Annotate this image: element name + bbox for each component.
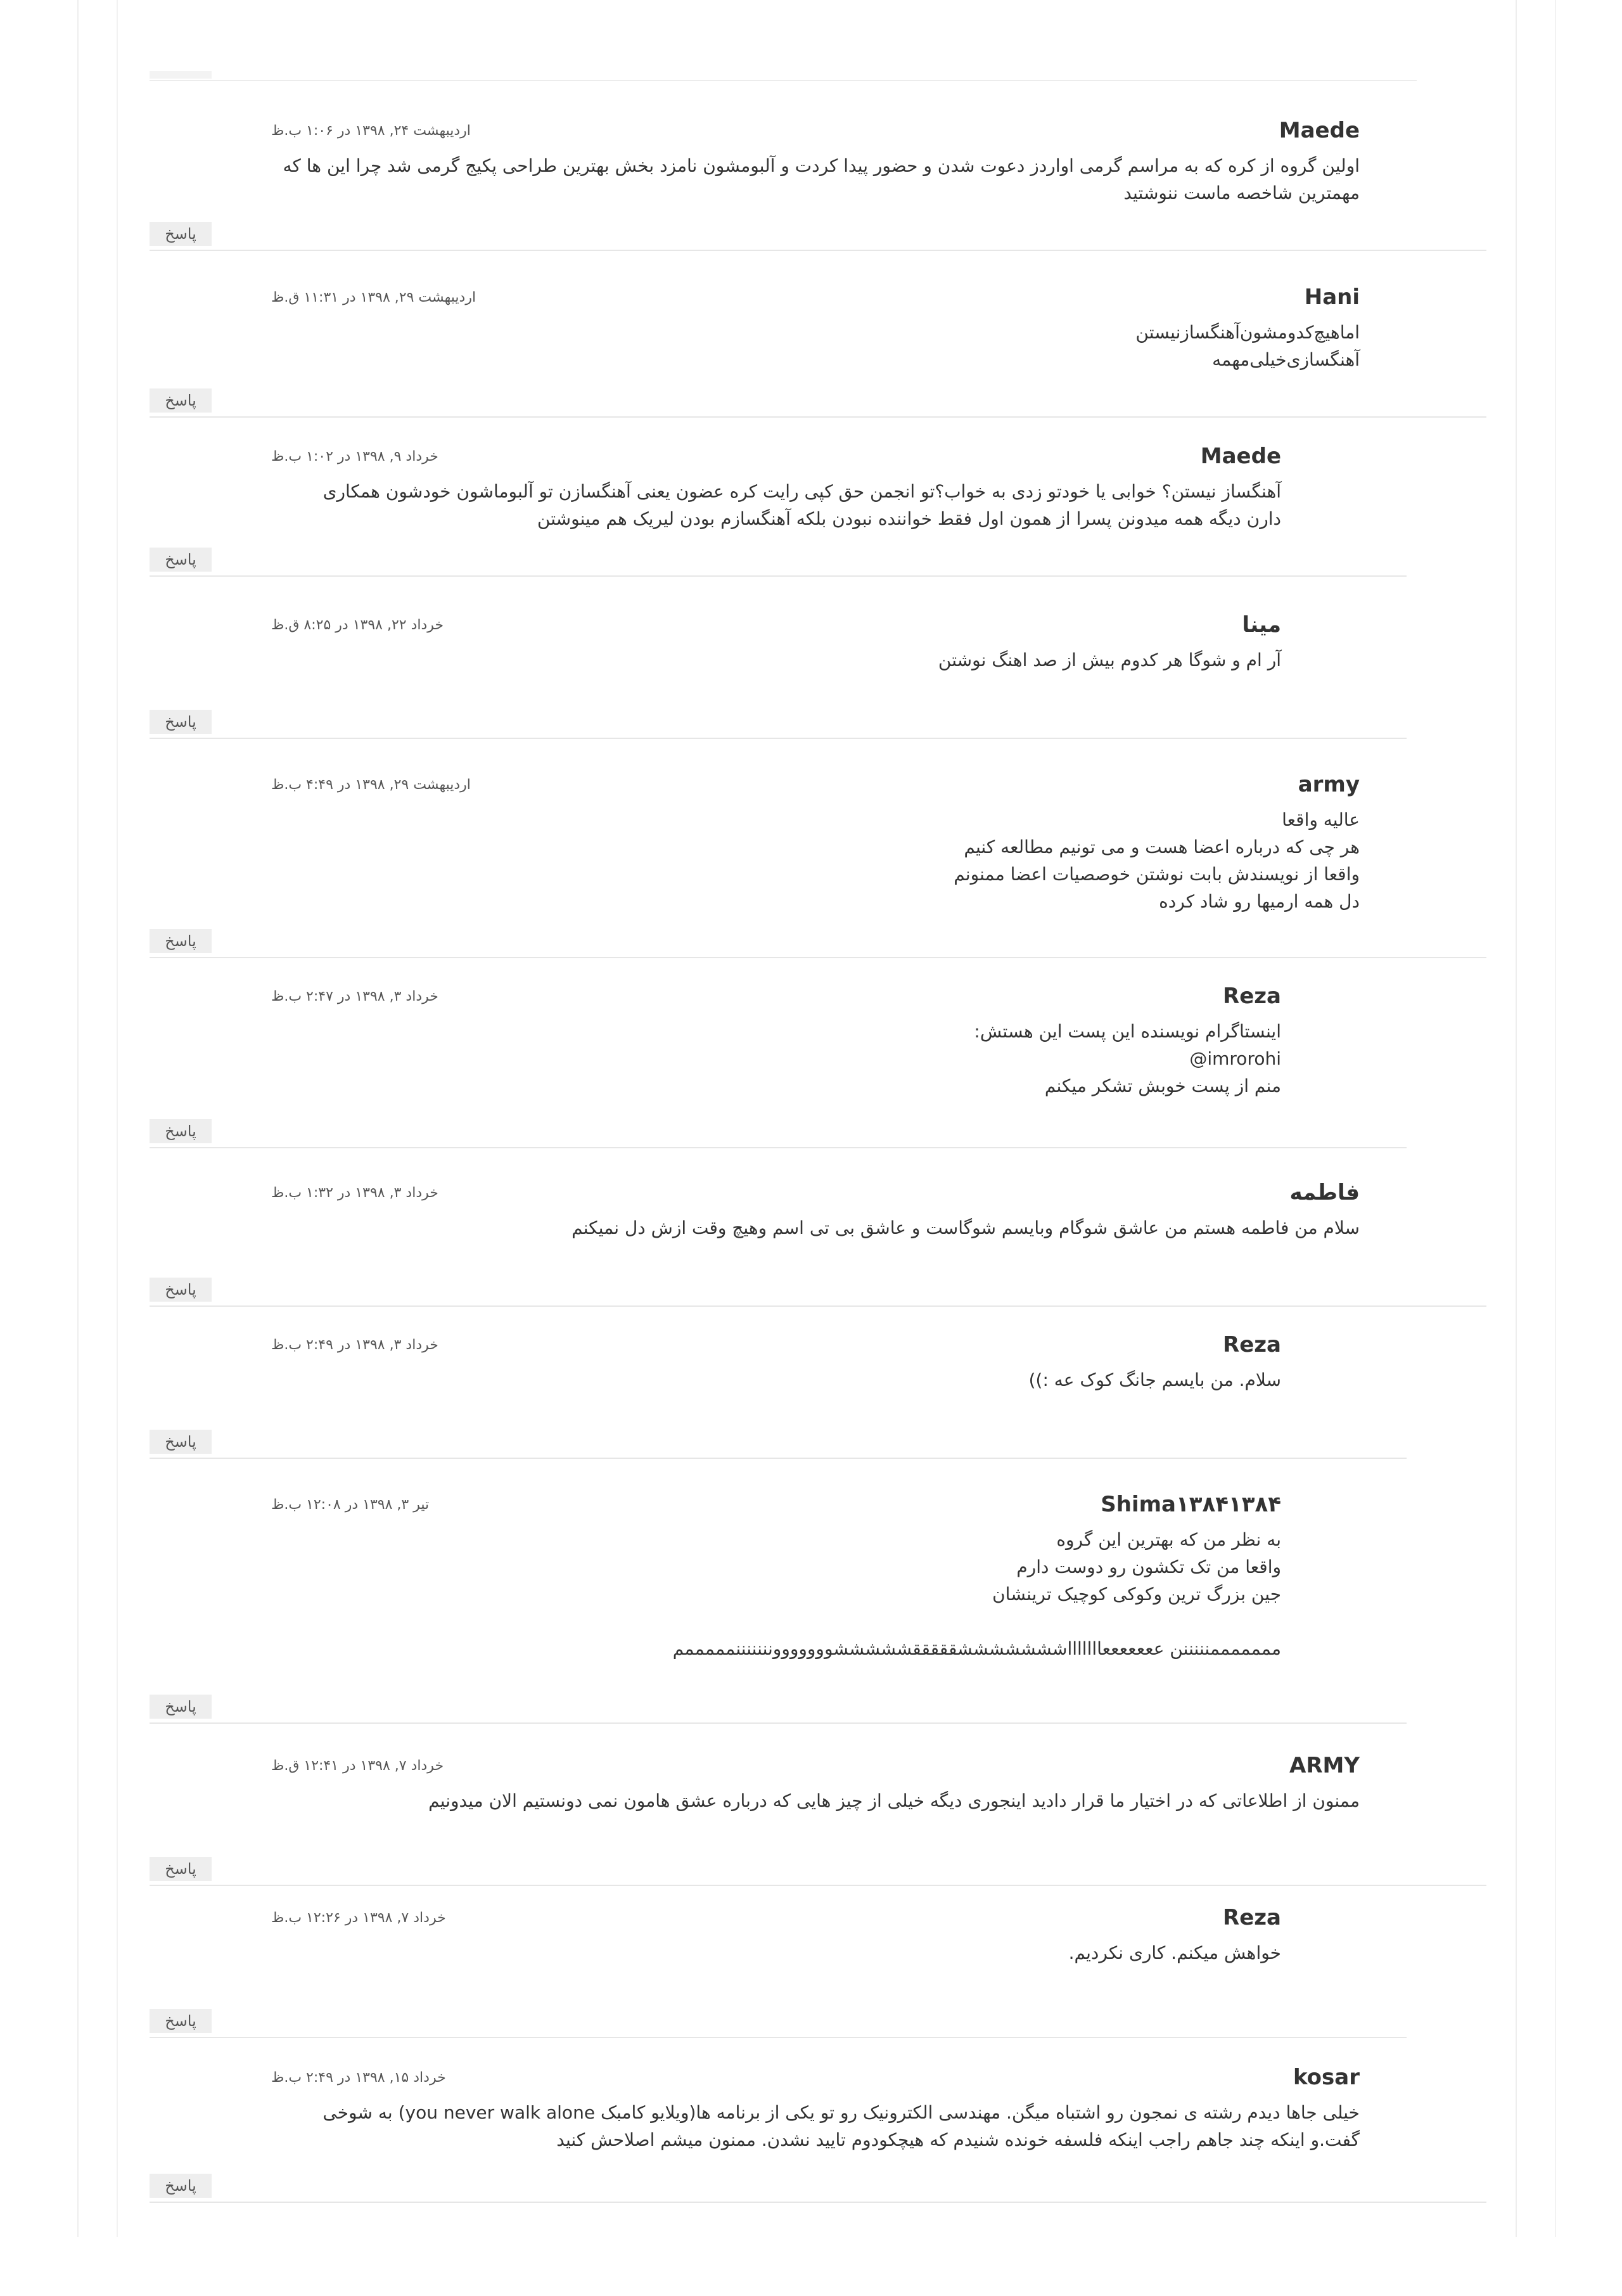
comment-text-line: واقعا از نویسندش بابت نوشتن خوصصیات اعضا ممنونم: [954, 864, 1360, 885]
comment-body: [1029, 1366, 1281, 1394]
comment-text-line: هر چی که درباره اعضا هست و می تونیم مطالعه کنیم: [964, 837, 1360, 857]
comment-divider: [150, 2202, 1486, 2203]
comment-author: مینا: [1242, 612, 1281, 638]
comment-author: Hani: [1304, 285, 1360, 310]
comment-divider: [150, 1147, 1407, 1148]
page-frame-right-inner: [1555, 0, 1556, 2237]
comment-body: [572, 1214, 1360, 1241]
page-frame-left: [77, 0, 79, 2237]
comment-date[interactable]: خرداد ۳, ۱۳۹۸ در ۱:۳۲ ب.ظ: [271, 1185, 438, 1201]
comment-divider: [150, 1305, 1486, 1307]
reply-button[interactable]: پاسخ: [150, 1119, 212, 1143]
comment-date[interactable]: اردیبهشت ۲۴, ۱۳۹۸ در ۱:۰۶ ب.ظ: [271, 123, 471, 139]
comment-date[interactable]: خرداد ۹, ۱۳۹۸ در ۱:۰۲ ب.ظ: [271, 449, 438, 465]
comment-body: [673, 1526, 1281, 1662]
comment-date[interactable]: خرداد ۷, ۱۳۹۸ در ۱۲:۴۱ ق.ظ: [271, 1758, 444, 1774]
comment-text-line: آهنگساز نیستن؟ خوابی یا خودتو زدی به خواب؟تو انجمن حق کپی رایت کره عضون یعنی آهنگسازن تو آلبوماشون خودشون همکاری: [322, 481, 1281, 502]
comment-text-line: مهمترین شاخصه ماست ننوشتید: [1123, 183, 1360, 203]
comment-author: Reza: [1223, 1905, 1281, 1930]
comment-body: [938, 646, 1281, 674]
comment-divider: [150, 738, 1407, 739]
comment-text-line: سلام. من بایسم جانگ کوک عه :)): [1028, 1369, 1281, 1390]
reply-button[interactable]: پاسخ: [150, 388, 212, 413]
comment-divider: [150, 1885, 1486, 1886]
comment-text-line: به نظر من که بهترین این گروه: [1056, 1529, 1281, 1550]
reply-button[interactable]: پاسخ: [150, 222, 212, 246]
comment-body: [1069, 1939, 1281, 1966]
reply-button[interactable]: پاسخ: [150, 1695, 212, 1719]
comment-text-line: سلام من فاطمه هستم من عاشق شوگام وبایسم شوگاست و عاشق بی تی اسم وهیچ وقت ازش دل نمیکنم: [572, 1217, 1360, 1238]
comment-text-line: گفت.و اینکه چند جاهم راجب اینکه فلسفه خونده شنیدم که هیچکودوم تایید نشدن. ممنون میشم اصلاحش کنید: [556, 2129, 1360, 2150]
reply-button[interactable]: پاسخ: [150, 548, 212, 572]
comment-text-line: مممممممنننننن عععععععاااااااشششششششقققققشششششووووووونننننننمممممم: [672, 1638, 1281, 1659]
comment-divider: [150, 1458, 1407, 1459]
comment-text-line: عالیه واقعا: [1282, 809, 1360, 830]
comment-divider: [150, 1722, 1407, 1724]
comment-date[interactable]: خرداد ۲۲, ۱۳۹۸ در ۸:۲۵ ق.ظ: [271, 617, 444, 633]
comment-date[interactable]: تیر ۳, ۱۳۹۸ در ۱۲:۰۸ ب.ظ: [271, 1497, 430, 1513]
comment-author: ARMY: [1289, 1753, 1360, 1778]
comment-body: [323, 478, 1281, 532]
comment-text-line: منم از پست خوبش تشکر میکنم: [1044, 1075, 1281, 1096]
comment-body: [322, 2099, 1360, 2153]
comment-body: [428, 1787, 1360, 1814]
divider: [150, 80, 1417, 81]
comment-date[interactable]: خرداد ۳, ۱۳۹۸ در ۲:۴۷ ب.ظ: [271, 989, 438, 1004]
comment-author: Maede: [1279, 118, 1360, 143]
comment-author: Reza: [1223, 984, 1281, 1009]
comment-text-line: خواهش میکنم. کاری نکردیم.: [1068, 1942, 1281, 1963]
comment-author: Shima۱۳۸۴۱۳۸۴: [1101, 1492, 1281, 1517]
comment-text-line: اینستاگرام نویسنده این پست این هستش:: [974, 1021, 1281, 1042]
comment-text-line: آهنگسازی‌خیلی‌مهمه: [1212, 349, 1360, 370]
reply-button[interactable]: پاسخ: [150, 710, 212, 734]
comment-text-line: اولین گروه از کره که به مراسم گرمی اواردز دعوت شدن و حضور پیدا کردت و آلبومشون نامزد بخش بهترین طراحی پکیج گرمی شد چرا این ها که: [283, 155, 1360, 176]
comment-divider: [150, 416, 1486, 418]
comment-body: [974, 1018, 1281, 1100]
comment-body: [954, 806, 1360, 915]
comment-text-line: دارن دیگه همه میدونن پسرا از همون اول فقط خواننده نبودن بلکه آهنگسازم بودن لیریک هم مینوشتن: [537, 508, 1281, 529]
previous-reply-button-stub: [150, 71, 212, 79]
comment-text-line: خیلی جاها دیدم رشته ی نمجون رو اشتباه میگن. مهندسی الکترونیک رو تو یکی از برنامه ها(ویلایو کامبک you never walk alone) به شوخی: [322, 2102, 1360, 2123]
comment-divider: [150, 575, 1407, 577]
comment-author: Maede: [1200, 444, 1281, 469]
comment-author: army: [1298, 772, 1360, 797]
comment-divider: [150, 2037, 1407, 2038]
reply-button[interactable]: پاسخ: [150, 2174, 212, 2198]
comment-text-line: دل همه ارمیها رو شاد کرده: [1159, 891, 1360, 912]
comment-author: فاطمه: [1289, 1180, 1360, 1205]
comment-text-line: آر ام و شوگا هر کدوم بیش از صد اهنگ نوشتن: [938, 650, 1281, 670]
comment-body: [283, 152, 1360, 207]
comment-divider: [150, 957, 1486, 958]
comment-text-line: اماهیچ‌کدومشون‌آهنگسازنیستن: [1135, 322, 1360, 343]
reply-button[interactable]: پاسخ: [150, 2009, 212, 2033]
comment-text-line: واقعا من تک تکشون رو دوست دارم: [1016, 1556, 1281, 1577]
comment-divider: [150, 250, 1486, 251]
comment-text-line: ممنون از اطلاعاتی که در اختیار ما قرار دادید اینجوری دیگه خیلی از چیز هایی که درباره عشق هامون نمی دونستیم الان میدونیم: [428, 1790, 1360, 1811]
comment-author: kosar: [1293, 2065, 1360, 2090]
comment-date[interactable]: خرداد ۳, ۱۳۹۸ در ۲:۴۹ ب.ظ: [271, 1337, 438, 1353]
reply-button[interactable]: پاسخ: [150, 1278, 212, 1302]
comment-author: Reza: [1223, 1332, 1281, 1357]
reply-button[interactable]: پاسخ: [150, 1857, 212, 1881]
comment-text-line: جین بزرگ ترین وکوکی کوچیک ترینشان: [992, 1584, 1281, 1605]
page-frame-left-inner: [117, 0, 118, 2237]
comment-text-line: imrorohi@: [1189, 1048, 1281, 1069]
reply-button[interactable]: پاسخ: [150, 1430, 212, 1454]
page-frame-right: [1516, 0, 1517, 2237]
reply-button[interactable]: پاسخ: [150, 929, 212, 953]
comment-body: [1135, 319, 1360, 373]
comment-date[interactable]: اردیبهشت ۲۹, ۱۳۹۸ در ۴:۴۹ ب.ظ: [271, 777, 471, 793]
comment-text-line: [673, 1608, 1281, 1635]
comment-date[interactable]: خرداد ۱۵, ۱۳۹۸ در ۲:۴۹ ب.ظ: [271, 2070, 446, 2086]
comment-date[interactable]: خرداد ۷, ۱۳۹۸ در ۱۲:۲۶ ب.ظ: [271, 1910, 446, 1926]
comment-date[interactable]: اردیبهشت ۲۹, ۱۳۹۸ در ۱۱:۳۱ ق.ظ: [271, 290, 476, 305]
